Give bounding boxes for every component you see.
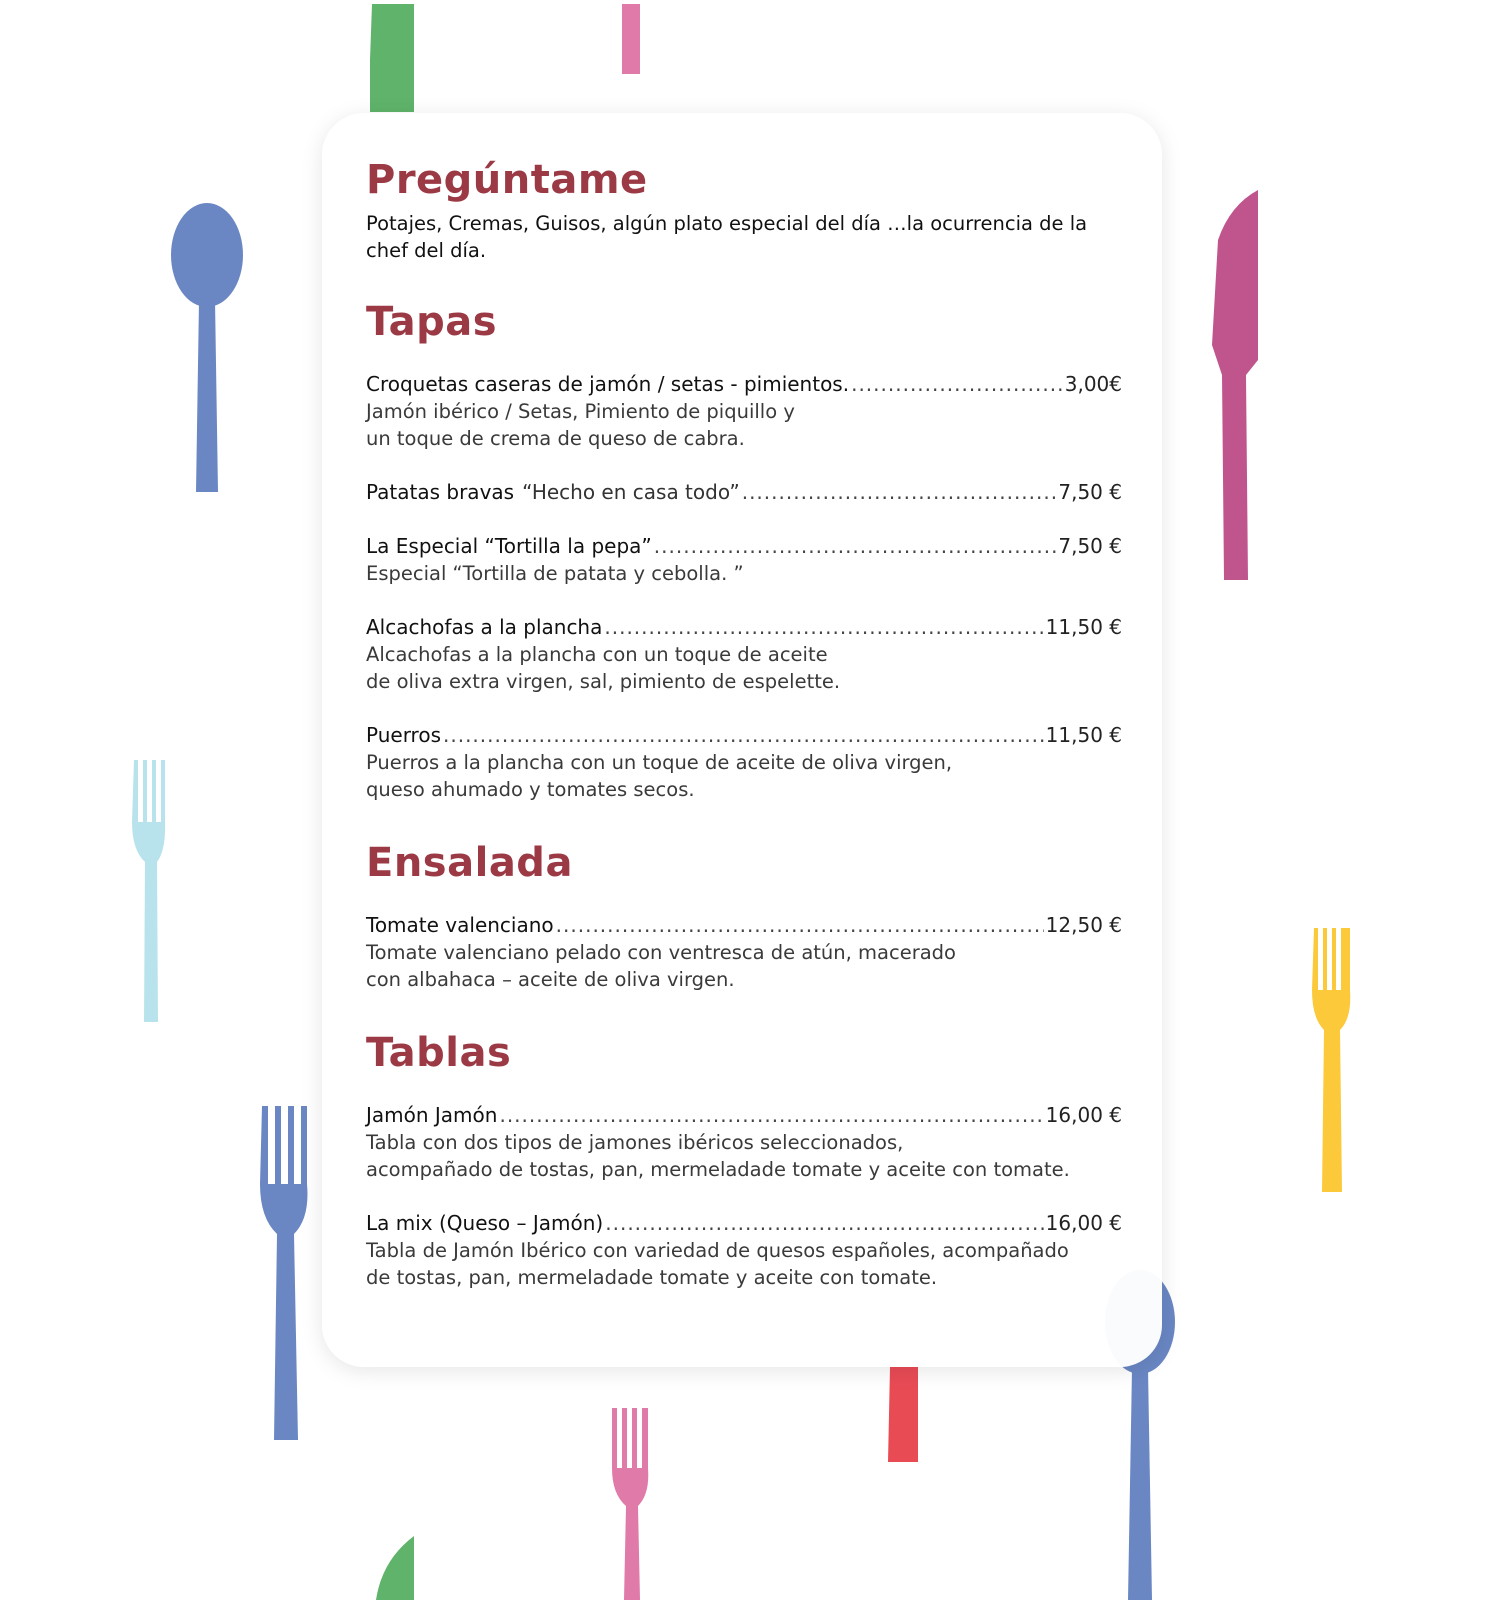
item-note: “Hecho en casa todo” xyxy=(522,480,740,504)
item-name: La Especial “Tortilla la pepa” xyxy=(366,534,652,558)
knife-icon xyxy=(370,4,414,112)
menu-item xyxy=(366,478,1122,506)
menu-item xyxy=(366,613,1122,695)
description-line: Puerros a la plancha con un toque de aceite de oliva virgen, xyxy=(366,751,953,774)
section-tablas xyxy=(366,1023,1122,1291)
item-description xyxy=(366,939,1122,993)
item-name: Tomate valenciano xyxy=(366,913,554,937)
menu-item xyxy=(366,911,1122,993)
item-price: 12,50 € xyxy=(1045,913,1122,937)
item-description xyxy=(366,1129,1122,1183)
fork-icon xyxy=(132,760,165,1022)
dot-leader xyxy=(605,1209,1043,1237)
item-name: Alcachofas a la plancha xyxy=(366,615,603,639)
section-title: Pregúntame xyxy=(366,157,648,203)
description-line: con albahaca – aceite de oliva virgen. xyxy=(366,968,735,991)
item-name: La mix (Queso – Jamón) xyxy=(366,1211,604,1235)
item-description xyxy=(366,1237,1122,1291)
menu-content xyxy=(366,150,1122,1321)
fork-icon xyxy=(260,1106,307,1440)
spoon-icon xyxy=(171,203,243,492)
item-name: Patatas bravas xyxy=(366,480,515,504)
knife-icon xyxy=(888,1367,918,1462)
item-name: Jamón Jamón xyxy=(366,1103,498,1127)
menu-item xyxy=(366,532,1122,587)
intro-line: Potajes, Cremas, Guisos, algún plato especial del día …la ocurrencia de la xyxy=(366,212,1088,235)
description-line: Alcachofas a la plancha con un toque de aceite xyxy=(366,643,828,666)
description-line: Tabla de Jamón Ibérico con variedad de quesos españoles, acompañado xyxy=(366,1239,1069,1262)
knife-icon xyxy=(376,1536,414,1600)
knife-icon xyxy=(622,4,640,74)
fork-icon xyxy=(1312,928,1350,1192)
description-line: Jamón ibérico / Setas, Pimiento de piquillo y xyxy=(366,400,795,423)
item-price: 11,50 € xyxy=(1045,723,1122,747)
fork-icon xyxy=(612,1408,648,1600)
section-title: Tablas xyxy=(366,1030,512,1076)
section-title: Ensalada xyxy=(366,840,573,886)
description-line: un toque de crema de queso de cabra. xyxy=(366,427,745,450)
item-description xyxy=(366,560,1122,587)
section-intro xyxy=(366,210,1122,264)
menu-item xyxy=(366,721,1122,803)
section-tapas xyxy=(366,292,1122,803)
section-ensalada xyxy=(366,833,1122,993)
dot-leader xyxy=(499,1101,1043,1129)
item-description xyxy=(366,398,1122,452)
description-line: Tomate valenciano pelado con ventresca de atún, macerado xyxy=(366,941,956,964)
dot-leader xyxy=(556,911,1044,939)
item-name: Croquetas caseras de jamón / setas - pimientos. xyxy=(366,372,850,396)
item-price: 7,50 € xyxy=(1058,480,1122,504)
description-line: de oliva extra virgen, sal, pimiento de espelette. xyxy=(366,670,841,693)
description-line: Tabla con dos tipos de jamones ibéricos seleccionados, xyxy=(366,1131,904,1154)
item-price: 16,00 € xyxy=(1045,1211,1122,1235)
section-title: Tapas xyxy=(366,299,498,345)
description-line: queso ahumado y tomates secos. xyxy=(366,778,695,801)
description-line: Especial “Tortilla de patata y cebolla. ” xyxy=(366,562,744,585)
item-price: 7,50 € xyxy=(1058,534,1122,558)
item-price: 16,00 € xyxy=(1045,1103,1122,1127)
item-name: Puerros xyxy=(366,723,441,747)
dot-leader xyxy=(604,613,1043,641)
item-description xyxy=(366,641,1122,695)
intro-line: chef del día. xyxy=(366,239,487,262)
dot-leader xyxy=(742,478,1057,506)
knife-icon xyxy=(1212,190,1258,580)
menu-item xyxy=(366,1101,1122,1183)
menu-item xyxy=(366,1209,1122,1291)
dot-leader xyxy=(443,721,1044,749)
item-price: 3,00€ xyxy=(1064,372,1122,396)
description-line: acompañado de tostas, pan, mermeladade tomate y aceite con tomate. xyxy=(366,1158,1070,1181)
item-description xyxy=(366,749,1122,803)
dot-leader xyxy=(654,532,1057,560)
dot-leader xyxy=(851,370,1063,398)
section-preguntame xyxy=(366,150,1122,264)
menu-item xyxy=(366,370,1122,452)
description-line: de tostas, pan, mermeladade tomate y aceite con tomate. xyxy=(366,1266,938,1289)
item-price: 11,50 € xyxy=(1045,615,1122,639)
